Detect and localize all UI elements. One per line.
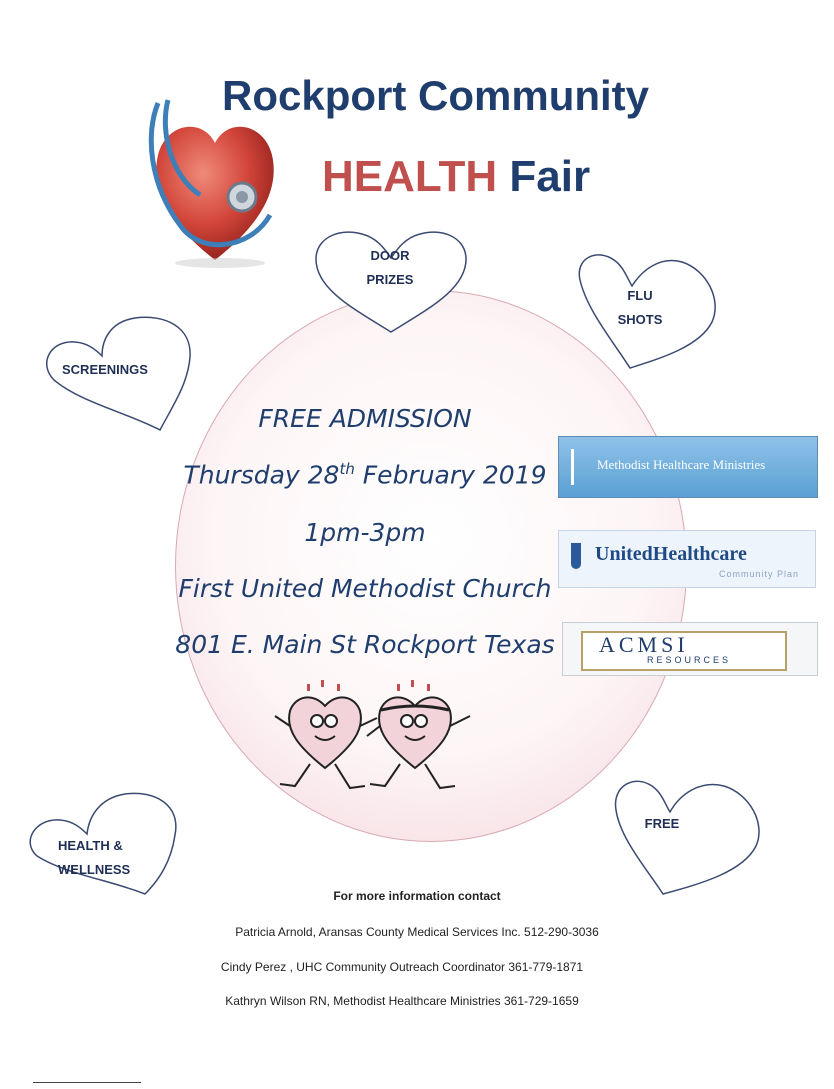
heart-label-door-prizes: DOOR PRIZES bbox=[366, 248, 414, 287]
free-admission-text: FREE ADMISSION bbox=[258, 404, 472, 433]
date-rest: February 2019 bbox=[354, 460, 547, 490]
heart-label-flu-shots: FLU SHOTS bbox=[617, 288, 663, 327]
heart-label-free: FREE bbox=[644, 816, 680, 831]
event-date bbox=[170, 460, 560, 489]
subtitle-health: HEALTH bbox=[322, 152, 498, 201]
date-main: Thursday 28 bbox=[183, 460, 340, 490]
heart-label-screenings: SCREENINGS bbox=[62, 362, 148, 377]
footer-divider bbox=[33, 1082, 141, 1083]
methodist-logo bbox=[558, 436, 818, 498]
running-hearts-icon bbox=[255, 676, 495, 801]
heart-label-health-wellness: HEALTH & WELLNESS bbox=[58, 838, 131, 877]
acmsi-logo-text: ACMSI bbox=[599, 632, 689, 657]
contact-line-2: Cindy Perez , UHC Community Outreach Coordinator 361-779-1871 bbox=[220, 960, 584, 974]
united-shield-icon bbox=[571, 543, 581, 569]
methodist-logo-text: Methodist Healthcare Ministries bbox=[597, 457, 766, 472]
methodist-cross-icon bbox=[571, 449, 588, 485]
page-title: Rockport Community bbox=[222, 72, 650, 119]
subtitle-fair: Fair bbox=[497, 152, 591, 201]
united-logo-subtext: Community Plan bbox=[718, 569, 799, 579]
page-subtitle bbox=[322, 152, 590, 202]
heart-stethoscope-icon bbox=[140, 95, 290, 270]
event-venue: First United Methodist Church bbox=[178, 574, 552, 603]
heart-free-icon bbox=[608, 776, 770, 898]
unitedhealthcare-logo bbox=[558, 530, 816, 588]
event-address: 801 E. Main St Rockport Texas bbox=[175, 630, 555, 659]
event-time: 1pm-3pm bbox=[304, 518, 426, 547]
acmsi-logo-subtext: RESOURCES bbox=[647, 655, 732, 665]
date-suffix: th bbox=[339, 460, 355, 478]
acmsi-logo bbox=[562, 622, 818, 676]
united-logo-text: UnitedHealthcare bbox=[595, 543, 747, 565]
contact-heading: For more information contact bbox=[333, 889, 501, 903]
contact-line-3: Kathryn Wilson RN, Methodist Healthcare Ministries 361-729-1659 bbox=[225, 994, 579, 1008]
contact-line-1: Patricia Arnold, Aransas County Medical Services Inc. 512-290-3036 bbox=[235, 925, 599, 939]
